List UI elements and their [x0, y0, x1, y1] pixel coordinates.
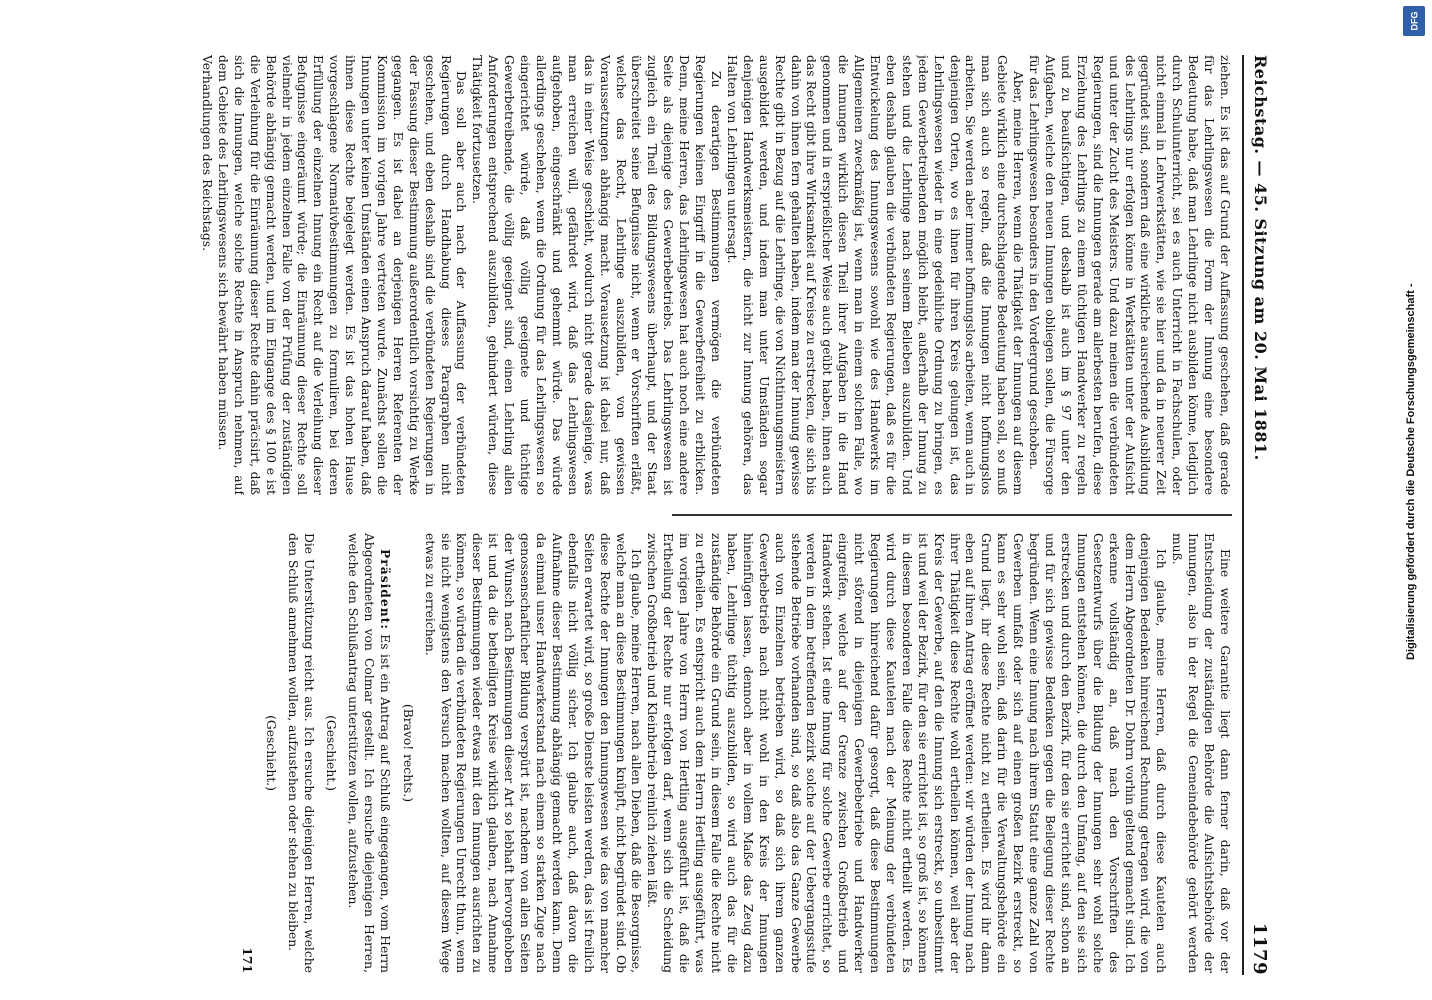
body-paragraph: Aber, meine Herren, wenn die Thätigkeit der Innungen auf diesem Gebiete wirklich eine durchschlagende Bedeutung haben soll, so muß man sich auch so regeln, daß die Innungen nicht hoffnungslos arbeiten. Sie werden aber immer hoffnungslos arbeiten, wenn auch in denjenigen Orten, wo es ihnen für ihren Kreis gelungen ist, das Lehrlingswesen wieder in eine gedeihliche Ordnung zu bringen, es jedem Gewerbetreibenden möglich bleibt, außerhalb der Innung zu stehen und die Lehrlinge nach seinem Belieben auszubilden. Und eben deshalb glauben die verbündeten Regierungen, daß es für die Entwickelung des Innungswesens sowohl wie des Handwerks im Allgemeinen zweckmäßig ist, wenn man in einem solchen Falle, wo die Innungen wirklich diesen Theil ihrer Aufgaben in die Hand genommen und in ersprießlicher Weise auch geübt haben, ihnen auch das Recht gibt ihre Wirksamkeit auf Kreise zu erstrecken, die sich bis dahin von ihnen fern gehalten haben, indem man der Innung gewisse Rechte gibt in Bezug auf die Lehrlinge, die von Nichtinnungsmeistern ausgebildet werden, und indem man unter Umständen sogar denjenigen Handwerksmeistern, die nicht zur Innung gehören, das Halten von Lehrlingen untersagt. [724, 55, 1026, 495]
stage-direction: (Bravo! rechts.) [400, 703, 415, 803]
body-paragraph: Das soll aber auch nach der Auffassung der verbündeten Regierungen durch Handhabung dieses Paragraphen nicht geschehen, und eben deshalb sind die verbündeten Regierungen in der Fassung dieser Bestimmung außerordentlich vorsichtig zu Werke gegangen. Es ist dabei an derjenigen Herren Referenten der Kommission im vorigen Jahre vertreten wurde. Zunächst sollen die Innungen unter keinen Umständen einen Anspruch darauf haben, daß ihnen diese Rechte beigelegt werden. Es ist das hohen Hause vorgeschlagene Normativbestimmungen zu formuliren, bei deren Erfüllung der einzelnen Innung ein Recht auf die Verleihung dieser Befugnisse eingeräumt würde; die Einräumung dieser Rechte soll vielmehr in jedem einzelnen Falle von der Prüfung der zuständigen Behörde abhängig gemacht werden, und im Eingange des § 100 e ist die Verleihung für die Einräumung dieser Rechte dahin präcisirt, daß sich die Innungen, welche solche Rechte in Anspruch nehmen, auf dem Gebiete des Lehrlingswesens sich bewährt haben müssen. [215, 55, 469, 495]
speech-text: Es ist ein Antrag auf Schluß eingegangen, vom Herrn Abgeordneten von Colmar gestellt. Ich ersuche diejenigen Herren, welche den Schlußantrag unterstützen wollen, aufzustehen. [346, 533, 392, 973]
speaker-name: Präsident: [377, 549, 393, 630]
body-paragraph: Ich glaube, meine Herren, nach allen Dieben, daß die Besorgnisse, welche man an diese Bestimmungen knüpft, nicht begründet sind. Ob diese Rechte der Innungen den Innungswesen wie das von mancher Seiten erwartet wird, so große Dienste leisten werden, das ist freilich ebenfalls nicht völlig sicher. Ich glaube auch, daß davon die Aufnahme dieser Bestimmung abhängig gemacht werden kann. Denn da einmal unser Handwerkerstand nach einem so starken Zuge nach genossenschaftlicher Bildung verspürt ist, nachdem von allen Seiten der Wunsch nach Bestimmungen dieser Art so lebhaft hervorgehoben ist und da die betheiligten Kreise wirklich glauben, nach Annahme dieser Bestimmungen wieder etwas mit den Innungen ausrichten zu können, so würden die verbündeten Regierungen Unrecht thun, wenn sie nicht wenigstens den Versuch machen wollten, auf diesem Wege etwas zu erreichen. [422, 533, 644, 973]
body-paragraph: Verhandlungen des Reichstags. [200, 55, 214, 252]
digitization-sidebar [1395, 0, 1429, 1000]
body-paragraph: Ich glaube, meine Herren, daß durch diese Kautelen auch denjenigen Bedenken hinreichend Rechnung getragen wird, die von dem Herrn Abgeordneten Dr. Dohrn vorhin geltend gemacht sind. Ich erkenne vollständig an, daß nach den Vorschriften des Gesetzentwurfs über die Bildung der Innungen sehr wohl solche Innungen entstehen können, die durch den Umfang, auf den sie sich erstrecken und durch den Bezirk, für den sie errichtet sind, schon an und für sich gewisse Bedenken gegen die Beilegung dieser Rechte begründen. Wenn eine Innung nach ihrem Statut eine ganze Zahl von Gewerben umfaßt oder sich auf einen großen Bezirk erstreckt, so kann es sehr wohl sein, daß darin für die Verwaltungsbehörde ein Grund liegt, ihr diese Rechte nicht zu ertheilen. Es wird ihr dann eben auf ihren Antrag eröffnet werden: wir würden der Innung nach ihrer Thätigkeit diese Rechte wohl ertheilen können, weil aber der Kreis der Gewerbe, auf den die Innung sich erstreckt, so unbestimmt ist und weil der Bezirk, für den sie errichtet ist, so groß ist, so können in diesem besonderen Falle diese Rechte nicht ertheilt werden. Es wird durch diese Kautelen nach der Meinung der verbündeten Regierungen hinreichend dafür gesorgt, daß diese Bestimmungen nicht störend in diejenigen Gewerbebetriebe und Handwerker eingreifen, welche auf der Grenze zwischen Großbetrieb und Handwerk stehen. Ist eine Innung für solche Gewerbe errichtet, so werden in dem betreffenden Bezirk solche auf der Uebergangsstufe stehende Betriebe vorhanden sind, so daß also das Ganze Gewerbe auch von Einzelnen betrieben wird, so daß sich ihrem ganzen Gewerbebetrieb nach nicht wohl in den Kreis der Innungen hineinfügen lassen, dennoch aber in vollem Maße das Zeug dazu haben, Lehrlinge tüchtig auszubilden, so wird auch das für die zuständige Behörde ein Grund sein, in diesem Falle die Rechte nicht zu ertheilen. Es entspricht auch dem Herrn Hertling ausgeführt, was im vorigen Jahre von Herrn von Hertling ausgeführt ist, daß die Ertheilung der Rechte nur erfolgen darf, wenn sich die Scheidung zwischen Großbetrieb und Kleinbetrieb reinlich ziehen läßt. [645, 533, 1169, 973]
digitization-credit: Digitalisierung gefördert durch die Deutsche Forschungsgemeinschaft - [1405, 283, 1417, 660]
running-head-title: Reichstag. — 45. Sitzung am 20. Mai 1881. [1251, 55, 1270, 461]
scanned-page [40, 55, 1270, 975]
speaker-paragraph [344, 533, 393, 973]
column-divider [672, 514, 1232, 516]
body-paragraph: Eine weitere Garantie liegt dann ferner darin, daß vor der Entscheidung der zuständigen Behörde die Aufsichtsbehörde der Innungen, also in der Regel die Gemeindebehörde gehört werden muß. [1170, 533, 1232, 973]
running-head [1242, 55, 1270, 975]
body-paragraph: Die Unterstützung reicht aus. Ich ersuche diejenigen Herren, welche den Schluß annehmen wollen, aufzustehen oder stehen zu bleiben. [286, 533, 317, 973]
dfg-logo: DFG [1403, 6, 1425, 36]
body-paragraph: ziehen. Es ist das auf Grund der Auffassung geschehen, daß gerade für das Lehrlingswesen die Form der Innung eine besondere Bedeutung habe, daß man Lehrlinge nicht ausbilden könne, lediglich durch Schulunterricht, sei es auch Unterricht in Fachschulen, oder nicht einmal in Lehrwerkstätten, wie sie hier und da in neuerer Zeit gegründet sind, sondern daß eine wirkliche ausreichende Ausbildung des Lehrlings nur erfolgen könne in Werkstätten unter der Aufsicht und unter der Zucht des Meisters. Und dazu meinen die verbündeten Regierungen, sind die Innungen gerade am allerbesten berufen, diese Erziehung des Lehrlings zu einem tüchtigen Handwerker zu regeln und zu beaufsichtigen, und deshalb ist auch im § 97 unter den Aufgaben, welche den neuen Innungen obliegen sollen, die Fürsorge für das Lehrlingswesen besonders in den Vordergrund geschoben. [1027, 55, 1232, 495]
page-number: 1179 [1249, 922, 1270, 975]
stage-direction: (Geschieht.) [264, 715, 279, 791]
right-column [40, 533, 1232, 973]
text-columns [40, 55, 1232, 975]
signature-mark: 171 [239, 947, 255, 973]
stage-direction: (Geschieht.) [324, 715, 339, 791]
body-paragraph: Zu derartigen Bestimmungen vermögen die verbündeten Regierungen keinen Eingriff in die Gewerbefreiheit zu erblicken. Denn, meine Herren, das Lehrlingswesen hat auch noch eine andere Seite als diejenige des Gewerbebetriebs. Das Lehrlingswesen ist zugleich ein Theil des Bildungswesens überhaupt, und der Staat überschreitet seine Befugnisse nicht, wenn er Vorschriften erläßt, welche das Recht, Lehrlinge auszubilden, von gewissen Voraussetzungen abhängig macht. Vorausetzung ist dabei nur, daß das in einer Weise geschieht, wodurch nicht gerade dasjenige, was man erreichen will, gefährdet wird, daß das Lehrlingswesen aufgehoben, eingeschränkt und gehemmt würde. Das würde allerdings geschehen, wenn die Ordnung für das Lehrlingswesen so eingerichtet würde, daß völlig geeignete und tüchtige Gewerbetreibende, die völlig geeignet sind, einen Lehrling allen Anforderungen entsprechend auszubilden, gehindert würden, diese Thätigkeit fortzusetzen. [470, 55, 723, 495]
left-column [40, 55, 1232, 495]
